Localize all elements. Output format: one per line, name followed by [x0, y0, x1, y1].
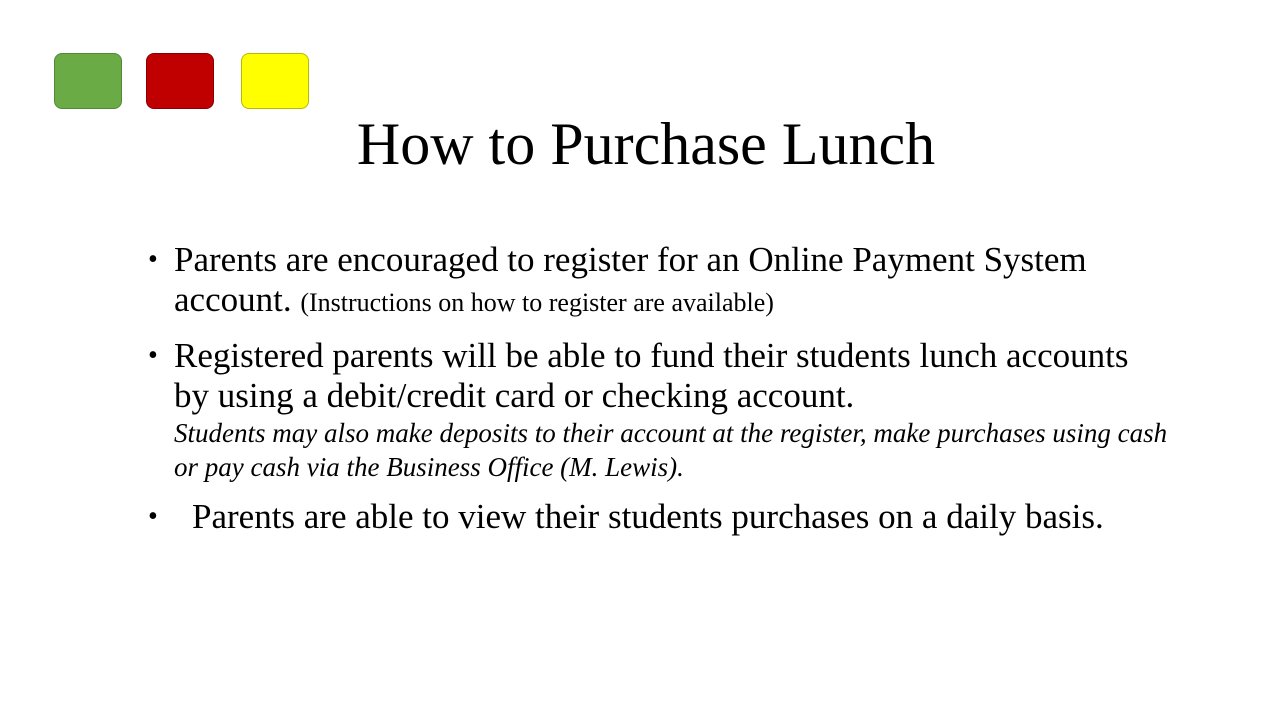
bullet-text: Registered parents will be able to fund their students lunch accounts by using a debit/credit card or checking account.	[174, 336, 1129, 415]
slide-title: How to Purchase Lunch	[356, 111, 936, 177]
bullet-item-register	[148, 240, 1168, 323]
bullet-dot-icon: •	[148, 501, 158, 532]
red-square	[146, 53, 214, 109]
bullet-note: Students may also make deposits to their account at the register, make purchases using cash or pay cash via the Business Office (M. Lewis).	[174, 418, 1168, 482]
bullet-dot-icon: •	[148, 244, 158, 275]
bullet-dot-icon: •	[148, 340, 158, 371]
bullet-list	[148, 240, 1168, 537]
bullet-note: (Instructions on how to register are available)	[300, 288, 774, 317]
bullet-item-view-purchases	[148, 497, 1168, 537]
green-square	[54, 53, 122, 109]
yellow-square	[241, 53, 309, 109]
bullet-text: Parents are encouraged to register for an Online Payment System account.	[174, 240, 1087, 319]
bullet-item-fund-accounts	[148, 336, 1168, 484]
bullet-text: Parents are able to view their students purchases on a daily basis.	[192, 497, 1104, 536]
